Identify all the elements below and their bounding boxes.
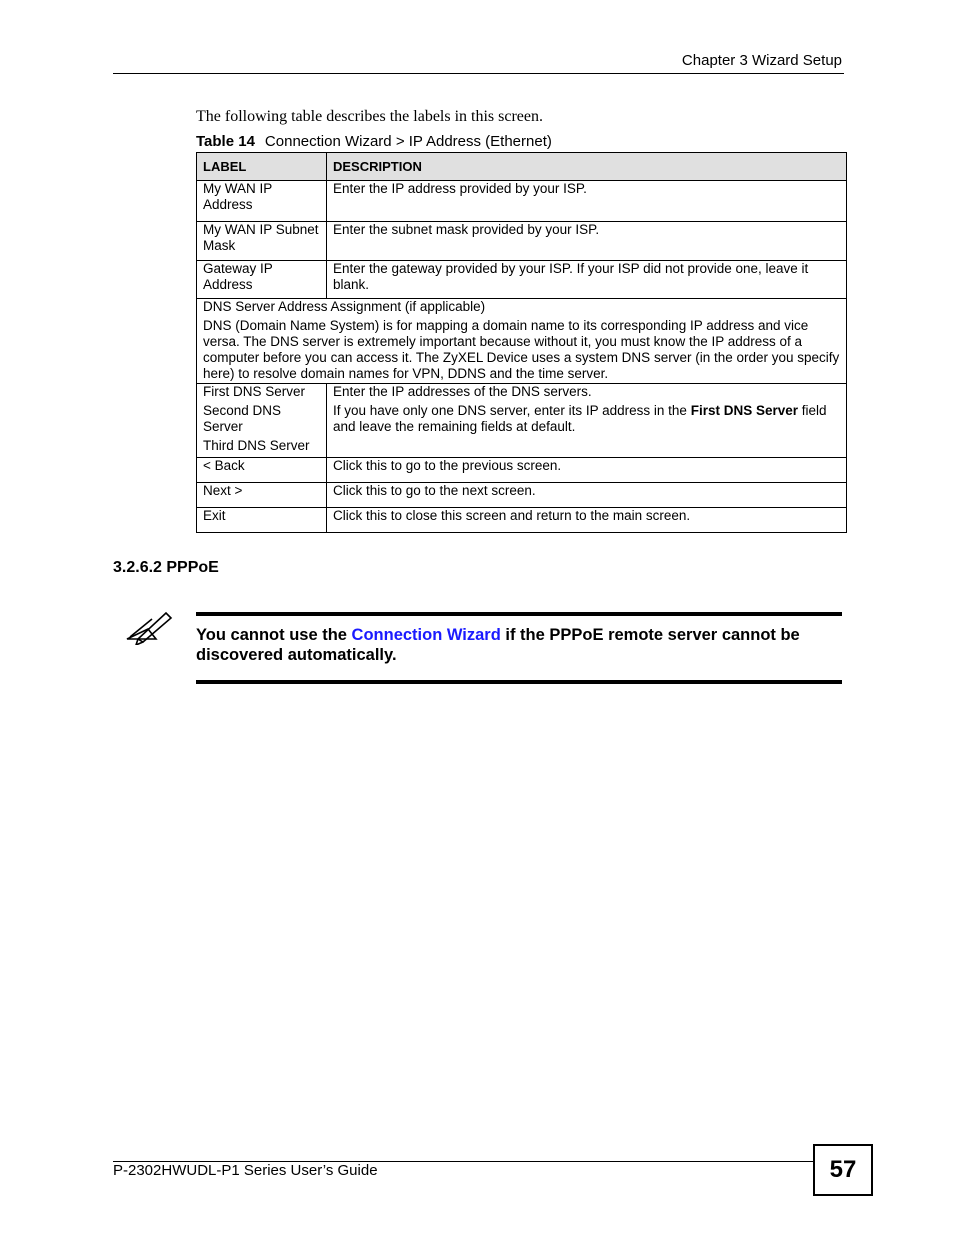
row-description: Enter the gateway provided by your ISP. If your ISP did not provide one, leave it blank. xyxy=(327,261,847,299)
chapter-header: Chapter 3 Wizard Setup xyxy=(681,52,842,69)
table-row xyxy=(197,222,847,261)
header-description: DESCRIPTION xyxy=(327,153,847,181)
dns-desc-2-post: field and leave the remaining fields at default. xyxy=(333,403,827,434)
dns-section-title: DNS Server Address Assignment (if applicable) xyxy=(203,299,486,314)
dns-desc-2-pre: If you have only one DNS server, enter its IP address in the xyxy=(333,403,691,418)
table-row xyxy=(197,181,847,222)
row-description: Click this to close this screen and return to the main screen. xyxy=(327,508,847,533)
table-caption xyxy=(196,133,552,150)
dns-desc-2-bold: First DNS Server xyxy=(690,403,798,418)
note-post: if the PPPoE remote server cannot be discovered automatically. xyxy=(196,626,800,664)
table-header-row xyxy=(197,153,847,181)
note-text xyxy=(196,625,842,665)
row-label: My WAN IP Address xyxy=(197,181,327,222)
table-row xyxy=(197,458,847,483)
dns-label-first: First DNS Server xyxy=(203,384,306,399)
row-description: Click this to go to the previous screen. xyxy=(327,458,847,483)
page-number: 57 xyxy=(813,1144,873,1196)
table-title: Connection Wizard > IP Address (Ethernet) xyxy=(264,133,552,150)
section-heading: 3.2.6.2 PPPoE xyxy=(113,559,219,576)
table-row xyxy=(197,483,847,508)
row-label: Next > xyxy=(197,483,327,508)
row-description xyxy=(327,384,847,458)
table-row xyxy=(197,384,847,458)
dns-desc-1: Enter the IP addresses of the DNS servers. xyxy=(333,384,592,399)
note-pre: You cannot use the xyxy=(196,626,352,644)
row-description: Enter the subnet mask provided by your ISP. xyxy=(327,222,847,261)
row-label: Exit xyxy=(197,508,327,533)
connection-wizard-link[interactable]: Connection Wizard xyxy=(351,626,501,644)
table-row xyxy=(197,508,847,533)
dns-label-third: Third DNS Server xyxy=(203,438,310,453)
dns-desc-2 xyxy=(333,403,840,435)
header-label: LABEL xyxy=(197,153,327,181)
footer-guide-title: P-2302HWUDL-P1 Series User’s Guide xyxy=(113,1162,378,1179)
row-label: Gateway IP Address xyxy=(197,261,327,299)
row-description: Enter the IP address provided by your ISP. xyxy=(327,181,847,222)
row-label xyxy=(197,384,327,458)
note-pencil-icon xyxy=(124,609,174,645)
dns-section-row xyxy=(197,299,847,384)
table-row xyxy=(197,261,847,299)
table-number: Table 14 xyxy=(196,133,255,150)
header-rule xyxy=(113,73,844,74)
intro-text: The following table describes the labels in this screen. xyxy=(196,108,544,125)
dns-label-second: Second DNS Server xyxy=(203,403,282,434)
note-top-rule xyxy=(196,612,842,616)
row-label: My WAN IP Subnet Mask xyxy=(197,222,327,261)
dns-section-body: DNS (Domain Name System) is for mapping a domain name to its corresponding IP address and vice versa. The DNS server is extremely important because without it, you must know the IP address of a computer before you can access it. The ZyXEL Device uses a system DNS server (in the order you specify here) to resolve domain names for VPN, DDNS and the time server. xyxy=(203,318,840,381)
dns-section-cell xyxy=(197,299,847,384)
row-description: Click this to go to the next screen. xyxy=(327,483,847,508)
label-description-table xyxy=(196,152,847,533)
row-label: < Back xyxy=(197,458,327,483)
note-bottom-rule xyxy=(196,680,842,684)
